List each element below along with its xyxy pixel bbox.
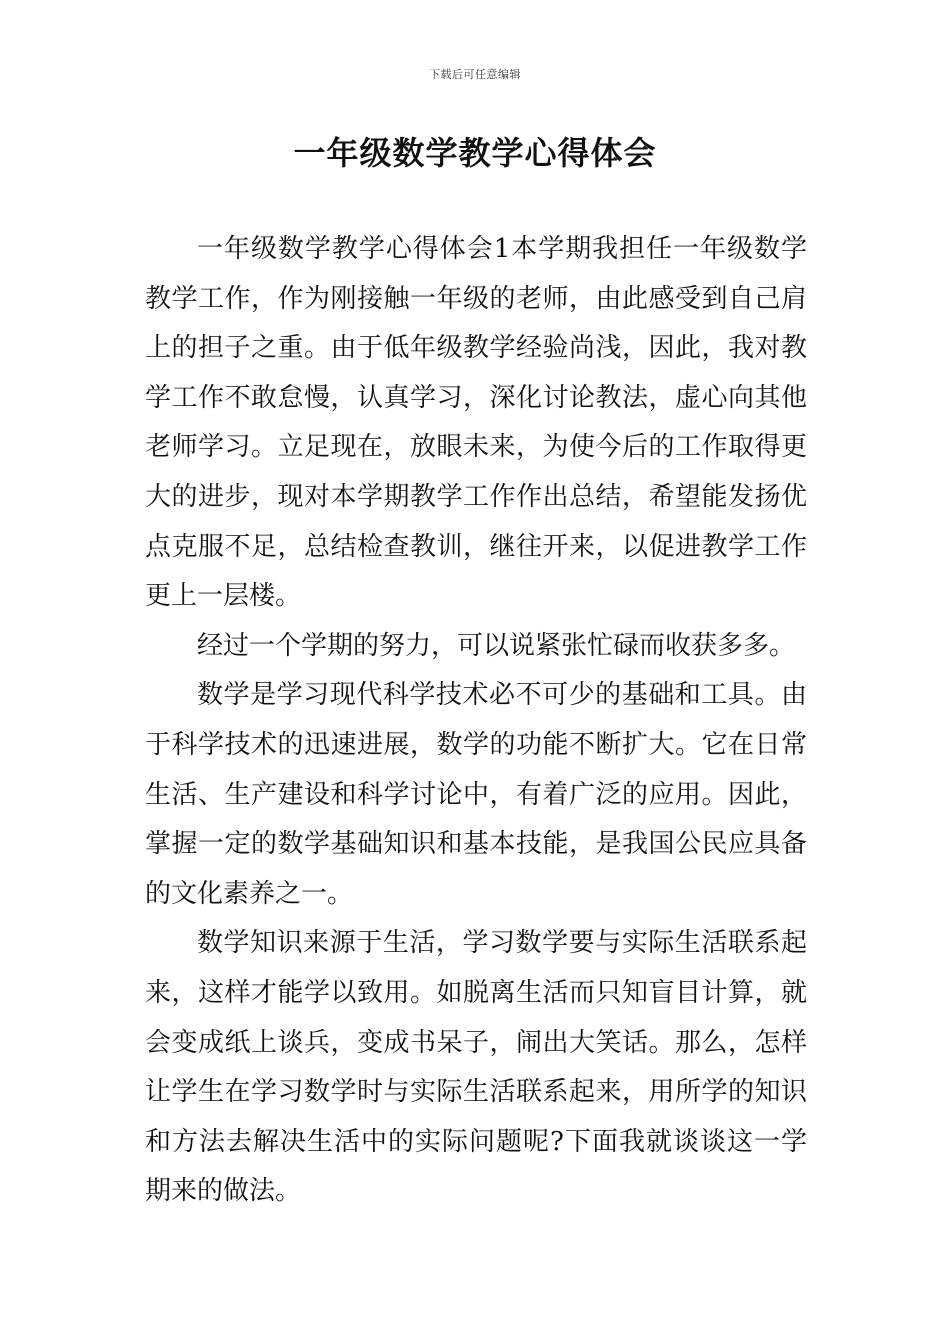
document-title: 一年级数学教学心得体会 xyxy=(293,134,657,172)
document-body xyxy=(145,225,807,1217)
paragraph: 数学是学习现代科学技术必不可少的基础和工具。由于科学技术的迅速进展，数学的功能不断扩大。它在日常生活、生产建设和科学讨论中，有着广泛的应用。因此，掌握一定的数学基础知识和基本技能，是我国公民应具备的文化素养之一。 xyxy=(145,680,807,909)
paragraph: 一年级数学教学心得体会1本学期我担任一年级数学教学工作，作为刚接触一年级的老师，由此感受到自己肩上的担子之重。由于低年级教学经验尚浅，因此，我对教学工作不敢怠慢，认真学习，深化讨论教法，虚心向其他老师学习。立足现在，放眼未来，为使今后的工作取得更大的进步，现对本学期教学工作作出总结，希望能发扬优点克服不足，总结检查教训，继往开来，以促进教学工作更上一层楼。 xyxy=(145,234,807,612)
paragraph: 经过一个学期的努力，可以说紧张忙碌而收获多多。 xyxy=(197,630,796,661)
paragraph: 数学知识来源于生活，学习数学要与实际生活联系起来，这样才能学以致用。如脱离生活而只知盲目计算，就会变成纸上谈兵，变成书呆子，闹出大笑话。那么，怎样让学生在学习数学时与实际生活联系起来，用所学的知识和方法去解决生活中的实际问题呢?下面我就谈谈这一学期来的做法。 xyxy=(145,928,807,1207)
header-note: 下载后可任意编辑 xyxy=(429,68,521,81)
